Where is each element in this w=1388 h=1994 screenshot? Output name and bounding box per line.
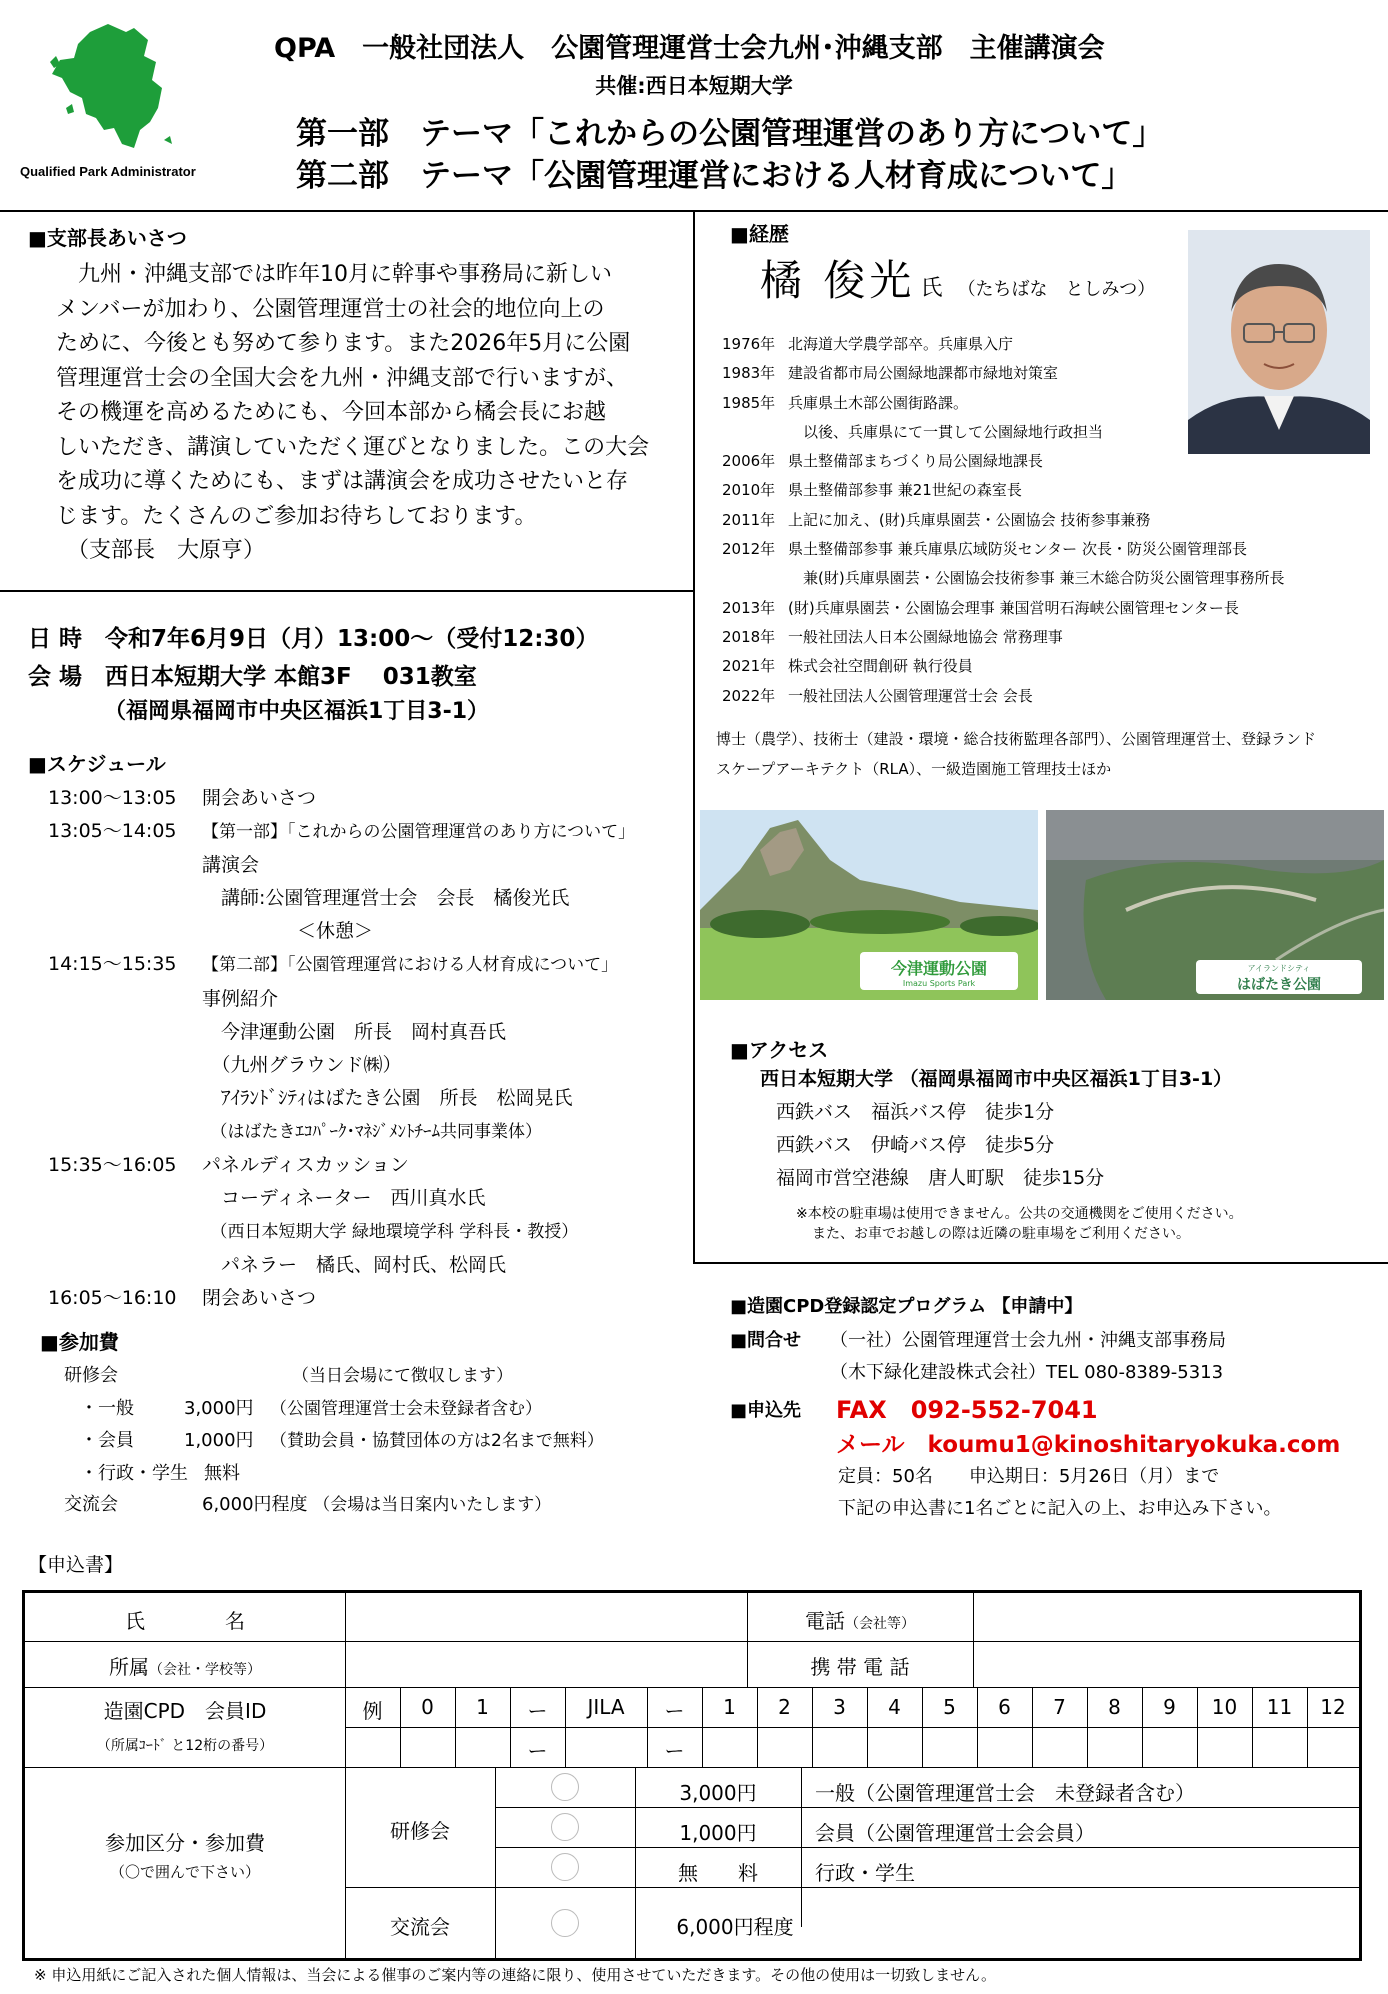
schedule-row: ＜休憩＞	[202, 920, 374, 943]
career-entry: 1983年 建設省都市局公園緑地課都市緑地対策室	[722, 364, 1059, 383]
apply-instruction: 下記の申込書に1名ごとに記入の上、お申込み下さい。	[838, 1498, 1282, 1519]
form-social-label: 交流会	[390, 1915, 450, 1939]
access-place: 西日本短期大学 （福岡県福岡市中央区福浜1丁目3-1）	[760, 1068, 1233, 1090]
parking-note: ※本校の駐車場は使用できません。公共の交通機関をご使用ください。 また、お車でお越しの際は近隣の駐車場をご利用ください。	[796, 1206, 1243, 1242]
career-entry: 2011年 上記に加え、(財)兵庫県園芸・公園協会 技術参事兼務	[722, 510, 1151, 529]
theme-2: 第二部 テーマ「公園管理運営における人材育成について」	[296, 158, 1133, 194]
qualifications-line: 博士（農学）、技術士（建設・環境・総合技術監理各部門）、公園管理運営士、登録ランド	[716, 730, 1317, 748]
option-desc: 会員（公園管理運営士会会員）	[815, 1821, 1095, 1845]
id-example-cell: ー	[527, 1699, 548, 1723]
id-example-cell: 3	[833, 1695, 846, 1719]
event-datetime: 日 時 令和7年6月9日（月）13:00～（受付12:30）	[28, 626, 599, 652]
schedule-row: 講演会	[202, 854, 260, 877]
career-entry: 2012年 県土整備部参事 兼兵庫県広域防災センター 次長・防災公園管理部長	[722, 540, 1247, 559]
form-org-label: 所属（会社・学校等）	[109, 1655, 261, 1679]
application-form	[22, 1590, 1362, 1961]
select-circle[interactable]	[551, 1909, 579, 1937]
greeting-line: 管理運営士会の全国大会を九州・沖縄支部で行いますが、	[56, 365, 629, 391]
career-entry: 2018年 一般社団法人日本公園緑地協会 常務理事	[722, 627, 1063, 646]
schedule-row: ｱｲﾗﾝﾄﾞｼﾃｨはばたき公園 所長 松岡晃氏	[202, 1086, 573, 1109]
schedule-row: （西日本短期大学 緑地環境学科 学科長・教授）	[202, 1222, 579, 1243]
speaker-reading: （たちばな としみつ）	[957, 279, 1156, 300]
apply-label: ■申込先	[730, 1400, 802, 1421]
form-category-label: 参加区分・参加費	[105, 1831, 265, 1855]
theme-1: 第一部 テーマ「これからの公園管理運営のあり方について」	[296, 116, 1164, 152]
greeting-line: を成功に導くためにも、まずは講演会を成功させたいと存	[56, 469, 629, 494]
greeting-line: ために、今後とも努めて参ります。また2026年5月に公園	[56, 331, 631, 356]
schedule-row: （九州グラウンド㈱）	[202, 1053, 402, 1076]
park-photo-habataki	[1046, 810, 1384, 1000]
access-route: 西鉄バス 伊崎バス停 徒歩5分	[776, 1134, 1055, 1156]
greeting-signature: （支部長 大原亨）	[56, 538, 266, 563]
form-cpd-label: 造園CPD 会員ID	[103, 1699, 267, 1723]
option-price: 無 料	[678, 1861, 758, 1885]
form-cpd-sub: （所属ｺｰﾄﾞ と12桁の番号）	[96, 1738, 274, 1754]
park-photo-imazu	[700, 810, 1038, 1000]
schedule-row: 講師:公園管理運営士会 会長 橘俊光氏	[202, 887, 570, 910]
inquiry-tel: （木下緑化建設株式会社）TEL 080-8389-5313	[830, 1362, 1224, 1383]
schedule-row: 15:35～16:05 パネルディスカッション	[48, 1154, 409, 1177]
social-price: 6,000円程度	[676, 1915, 794, 1939]
id-example-cell: 1	[476, 1695, 489, 1719]
schedule-row: コーディネーター 西川真水氏	[202, 1187, 486, 1210]
form-training-label: 研修会	[390, 1819, 450, 1843]
id-example-cell: 例	[362, 1699, 383, 1723]
form-title: 【申込書】	[28, 1554, 124, 1576]
id-example-cell: 8	[1108, 1695, 1121, 1719]
speaker-honorific: 氏	[920, 276, 943, 301]
greeting-line: 九州・沖縄支部では昨年10月に幹事や事務局に新しい	[56, 262, 612, 287]
option-price: 1,000円	[679, 1821, 757, 1845]
form-mobile-input[interactable]	[975, 1641, 1359, 1687]
career-entry: 2013年 (財)兵庫県園芸・公園協会理事 兼国営明石海峡公園管理センター長	[722, 598, 1239, 617]
inquiry-label: ■問合せ	[730, 1330, 802, 1351]
park-label-imazu: 今津運動公園 Imazu Sports Park	[860, 952, 1018, 990]
option-price: 3,000円	[679, 1781, 757, 1805]
schedule-list	[48, 782, 635, 1316]
logo-caption: Qualified Park Administrator	[20, 164, 196, 179]
event-venue: 会 場 西日本短期大学 本館3F 031教室	[28, 664, 477, 690]
id-example-cell: JILA	[587, 1695, 625, 1719]
access-route: 西鉄バス 福浜バス停 徒歩1分	[776, 1101, 1055, 1123]
fee-row: ・一般 3,000円 （公園管理運営士会未登録者含む）	[80, 1397, 542, 1419]
cpd-program: ■造園CPD登録認定プログラム 【申請中】	[730, 1296, 1083, 1317]
id-example-cell: 10	[1211, 1695, 1238, 1719]
option-desc: 一般（公園管理運営士会 未登録者含む）	[815, 1781, 1195, 1805]
schedule-row: 14:15～15:35 【第二部】「公園管理運営における人材育成について」	[48, 953, 619, 976]
greeting-line: しいただき、講演していただく運びとなりました。この大会	[56, 434, 650, 460]
schedule-row: 13:05～14:05 【第一部】「これからの公園管理運営のあり方について」	[48, 820, 636, 843]
schedule-row: 事例紹介	[202, 987, 279, 1010]
career-entry: 2010年 県土整備部参事 兼21世紀の森室長	[722, 481, 1022, 500]
speaker-name	[760, 248, 1155, 308]
id-example-cell: 9	[1163, 1695, 1176, 1719]
capacity: 定員：50名 申込期日：5月26日（月）まで	[838, 1466, 1220, 1487]
career-entry: 2021年 株式会社空間創研 執行役員	[722, 657, 973, 676]
access-routes	[776, 1096, 1104, 1195]
career-entry: 1976年 北海道大学農学部卒。兵庫県入庁	[722, 335, 1014, 353]
form-name-label: 氏 名	[125, 1609, 245, 1633]
id-example-cell: 0	[421, 1695, 434, 1719]
fee-row: ・会員 1,000円 （賛助会員・協賛団体の方は2名まで無料）	[80, 1430, 604, 1451]
form-category-sub: （〇で囲んで下さい）	[109, 1863, 260, 1881]
career-heading: ■経歴	[730, 222, 789, 246]
career-entry: 1985年 兵庫県土木部公園街路課。	[722, 393, 969, 412]
id-example-cell: 7	[1053, 1695, 1066, 1719]
access-divider	[693, 1262, 1388, 1264]
schedule-row: パネラー 橘氏、岡村氏、松岡氏	[202, 1254, 507, 1277]
greeting-heading: ■支部長あいさつ	[28, 226, 187, 250]
id-example-cell: 12	[1320, 1695, 1346, 1719]
form-name-input[interactable]	[347, 1593, 745, 1641]
column-divider	[693, 210, 695, 1264]
id-dash-cell: ー	[664, 1739, 685, 1763]
apply-fax: FAX 092-552-7041	[836, 1396, 1098, 1424]
fee-row: ・行政・学生 無料	[80, 1462, 240, 1484]
event-address: （福岡県福岡市中央区福浜1丁目3-1）	[104, 699, 490, 724]
id-example-cell: 4	[888, 1695, 901, 1719]
id-example-cell: 11	[1266, 1695, 1293, 1719]
privacy-note: ※ 申込用紙にご記入された個人情報は、当会による催事のご案内等の連絡に限り、使用させていただきます。その他の使用は一切致しません。	[34, 1966, 997, 1984]
schedule-row: 16:05～16:10 閉会あいさつ	[48, 1287, 317, 1310]
id-example-cell: ー	[664, 1699, 685, 1723]
select-circle[interactable]	[551, 1813, 579, 1841]
form-phone-label: 電話（会社等）	[805, 1609, 915, 1633]
id-dash-cell: ー	[527, 1739, 548, 1763]
option-desc: 行政・学生	[815, 1861, 915, 1885]
schedule-heading: ■スケジュール	[28, 752, 166, 776]
select-circle[interactable]	[551, 1773, 579, 1801]
schedule-row: （はばたきｴｺﾊﾟｰｸ･ﾏﾈｼﾞﾒﾝﾄﾁｰﾑ共同事業体）	[202, 1121, 542, 1142]
career-entry: 2006年 県土整備部まちづくり局公園緑地課長	[722, 452, 1043, 471]
organizer-title: QPA 一般社団法人 公園管理運営士会九州･沖縄支部 主催講演会	[274, 33, 1105, 64]
career-entry: 2022年 一般社団法人公園管理運営士会 会長	[722, 686, 1033, 705]
qualifications-line: スケープアーキテクト（RLA）、一級造園施工管理技士ほか	[716, 760, 1112, 778]
form-mobile-label: 携 帯 電 話	[810, 1655, 910, 1679]
fee-social-row: 交流会 6,000円程度 （会場は当日案内いたします）	[64, 1494, 552, 1515]
inquiry-org: （一社）公園管理運営士会九州・沖縄支部事務局	[830, 1330, 1226, 1351]
id-example-cell: 5	[943, 1695, 956, 1719]
form-phone-input[interactable]	[975, 1593, 1359, 1641]
schedule-row: 13:00～13:05 開会あいさつ	[48, 787, 317, 809]
schedule-row: 今津運動公園 所長 岡村真吾氏	[202, 1020, 507, 1043]
cohost: 共催:西日本短期大学	[595, 74, 793, 98]
greeting-body	[56, 258, 649, 569]
greeting-divider	[0, 590, 693, 592]
greeting-line: メンバーが加わり、公園管理運営士の社会的地位向上の	[56, 296, 605, 322]
greeting-line: じます。たくさんのご参加お待ちしております。	[56, 503, 537, 529]
career-list	[722, 330, 1284, 711]
fee-training-row: 研修会 （当日会場にて徴収します）	[64, 1365, 513, 1386]
career-entry: 以後、兵庫県にて一貫して公園緑地行政担当	[788, 422, 1104, 441]
speaker-name-text: 橘 俊光	[760, 256, 916, 305]
qualifications	[716, 724, 1316, 784]
greeting-line: その機運を高めるためにも、今回本部から橘会長にお越	[56, 400, 607, 425]
park-label-habataki: アイランドシティ はばたき公園	[1196, 960, 1362, 994]
id-example-cell: 6	[998, 1695, 1011, 1719]
career-entry: 兼(財)兵庫県園芸・公園協会技術参事 兼三木総合防災公園管理事務所長	[788, 569, 1285, 588]
fees-block	[64, 1360, 604, 1522]
select-circle[interactable]	[551, 1853, 579, 1881]
id-example-cell: 2	[778, 1695, 791, 1719]
fees-heading: ■参加費	[40, 1330, 119, 1354]
form-org-input[interactable]	[347, 1641, 745, 1687]
apply-mail: メール koumu1@kinoshitaryokuka.com	[836, 1432, 1341, 1458]
id-example-cell: 1	[723, 1695, 736, 1719]
access-heading: ■アクセス	[730, 1038, 829, 1062]
access-route: 福岡市営空港線 唐人町駅 徒歩15分	[776, 1167, 1105, 1189]
